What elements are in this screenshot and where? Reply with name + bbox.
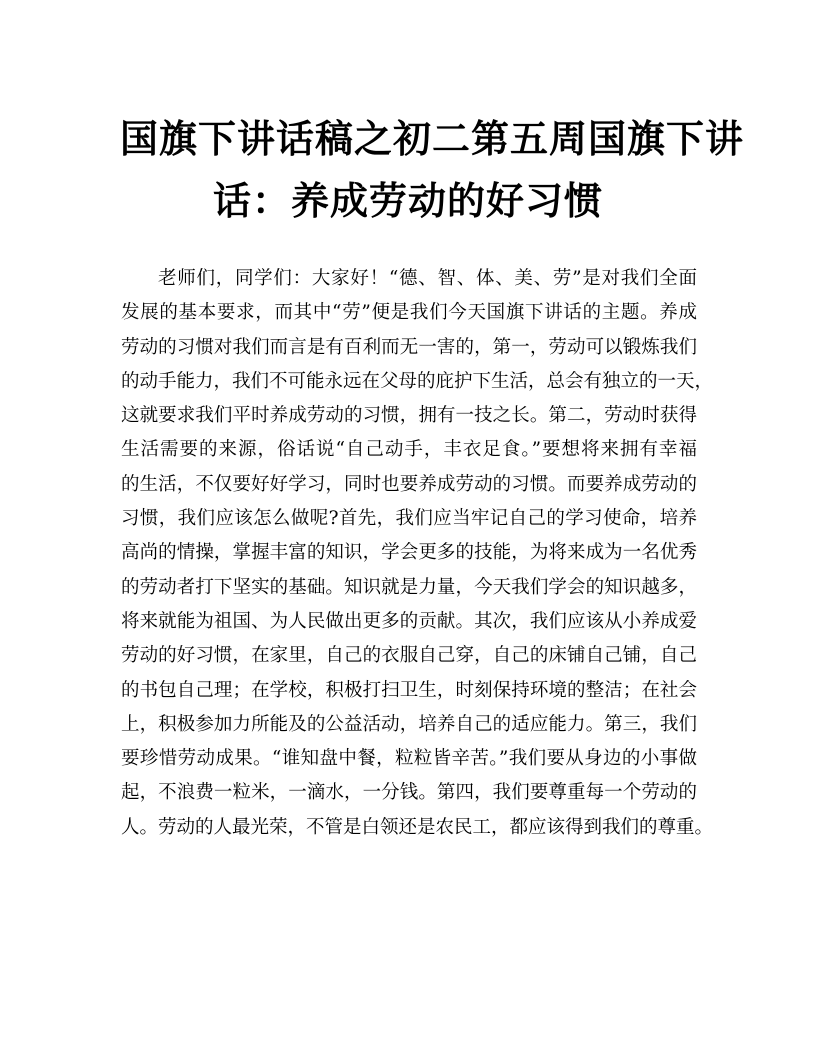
body-line: 的生活，不仅要好好学习，同时也要养成劳动的习惯。而要养成劳动的 bbox=[121, 473, 697, 495]
title-line: 话：养成劳动的好习惯 bbox=[212, 178, 603, 223]
body-line: 的书包自己理；在学校，积极打扫卫生，时刻保持环境的整洁；在社会 bbox=[121, 679, 697, 701]
body-line: 这就要求我们平时养成劳动的习惯，拥有一技之长。第二，劳动时获得 bbox=[121, 405, 697, 427]
body-line: 起，不浪费一粒米，一滴水，一分钱。第四，我们要尊重每一个劳动的 bbox=[121, 782, 697, 804]
body-line: 要珍惜劳动成果。“谁知盘中餐，粒粒皆辛苦。”我们要从身边的小事做 bbox=[121, 748, 697, 770]
body-line: 老师们，同学们：大家好！“德、智、体、美、劳”是对我们全面 bbox=[158, 268, 697, 289]
body-line: 人。劳动的人最光荣，不管是白领还是农民工，都应该得到我们的尊重。 bbox=[121, 816, 714, 838]
body-line: 劳动的好习惯，在家里，自己的衣服自己穿，自己的床铺自己铺，自己 bbox=[121, 645, 697, 667]
document-title bbox=[120, 108, 745, 232]
body-paragraph bbox=[121, 262, 714, 845]
body-line: 发展的基本要求，而其中“劳”便是我们今天国旗下讲话的主题。养成 bbox=[121, 302, 697, 324]
title-line: 国旗下讲话稿之初二第五周国旗下讲 bbox=[120, 116, 745, 161]
body-line: 的劳动者打下坚实的基础。知识就是力量，今天我们学会的知识越多， bbox=[121, 576, 697, 598]
body-line: 将来就能为祖国、为人民做出更多的贡献。其次，我们应该从小养成爱 bbox=[121, 610, 697, 632]
body-line: 上，积极参加力所能及的公益活动，培养自己的适应能力。第三，我们 bbox=[121, 713, 697, 735]
body-line: 习惯，我们应该怎么做呢?首先，我们应当牢记自己的学习使命，培养 bbox=[121, 508, 697, 530]
body-line: 的动手能力，我们不可能永远在父母的庇护下生活，总会有独立的一天， bbox=[121, 370, 714, 392]
body-line: 生活需要的来源，俗话说“自己动手，丰衣足食。”要想将来拥有幸福 bbox=[121, 439, 697, 461]
body-line: 劳动的习惯对我们而言是有百利而无一害的，第一，劳动可以锻炼我们 bbox=[121, 336, 697, 358]
body-line: 高尚的情操，掌握丰富的知识，学会更多的技能，为将来成为一名优秀 bbox=[121, 542, 697, 564]
